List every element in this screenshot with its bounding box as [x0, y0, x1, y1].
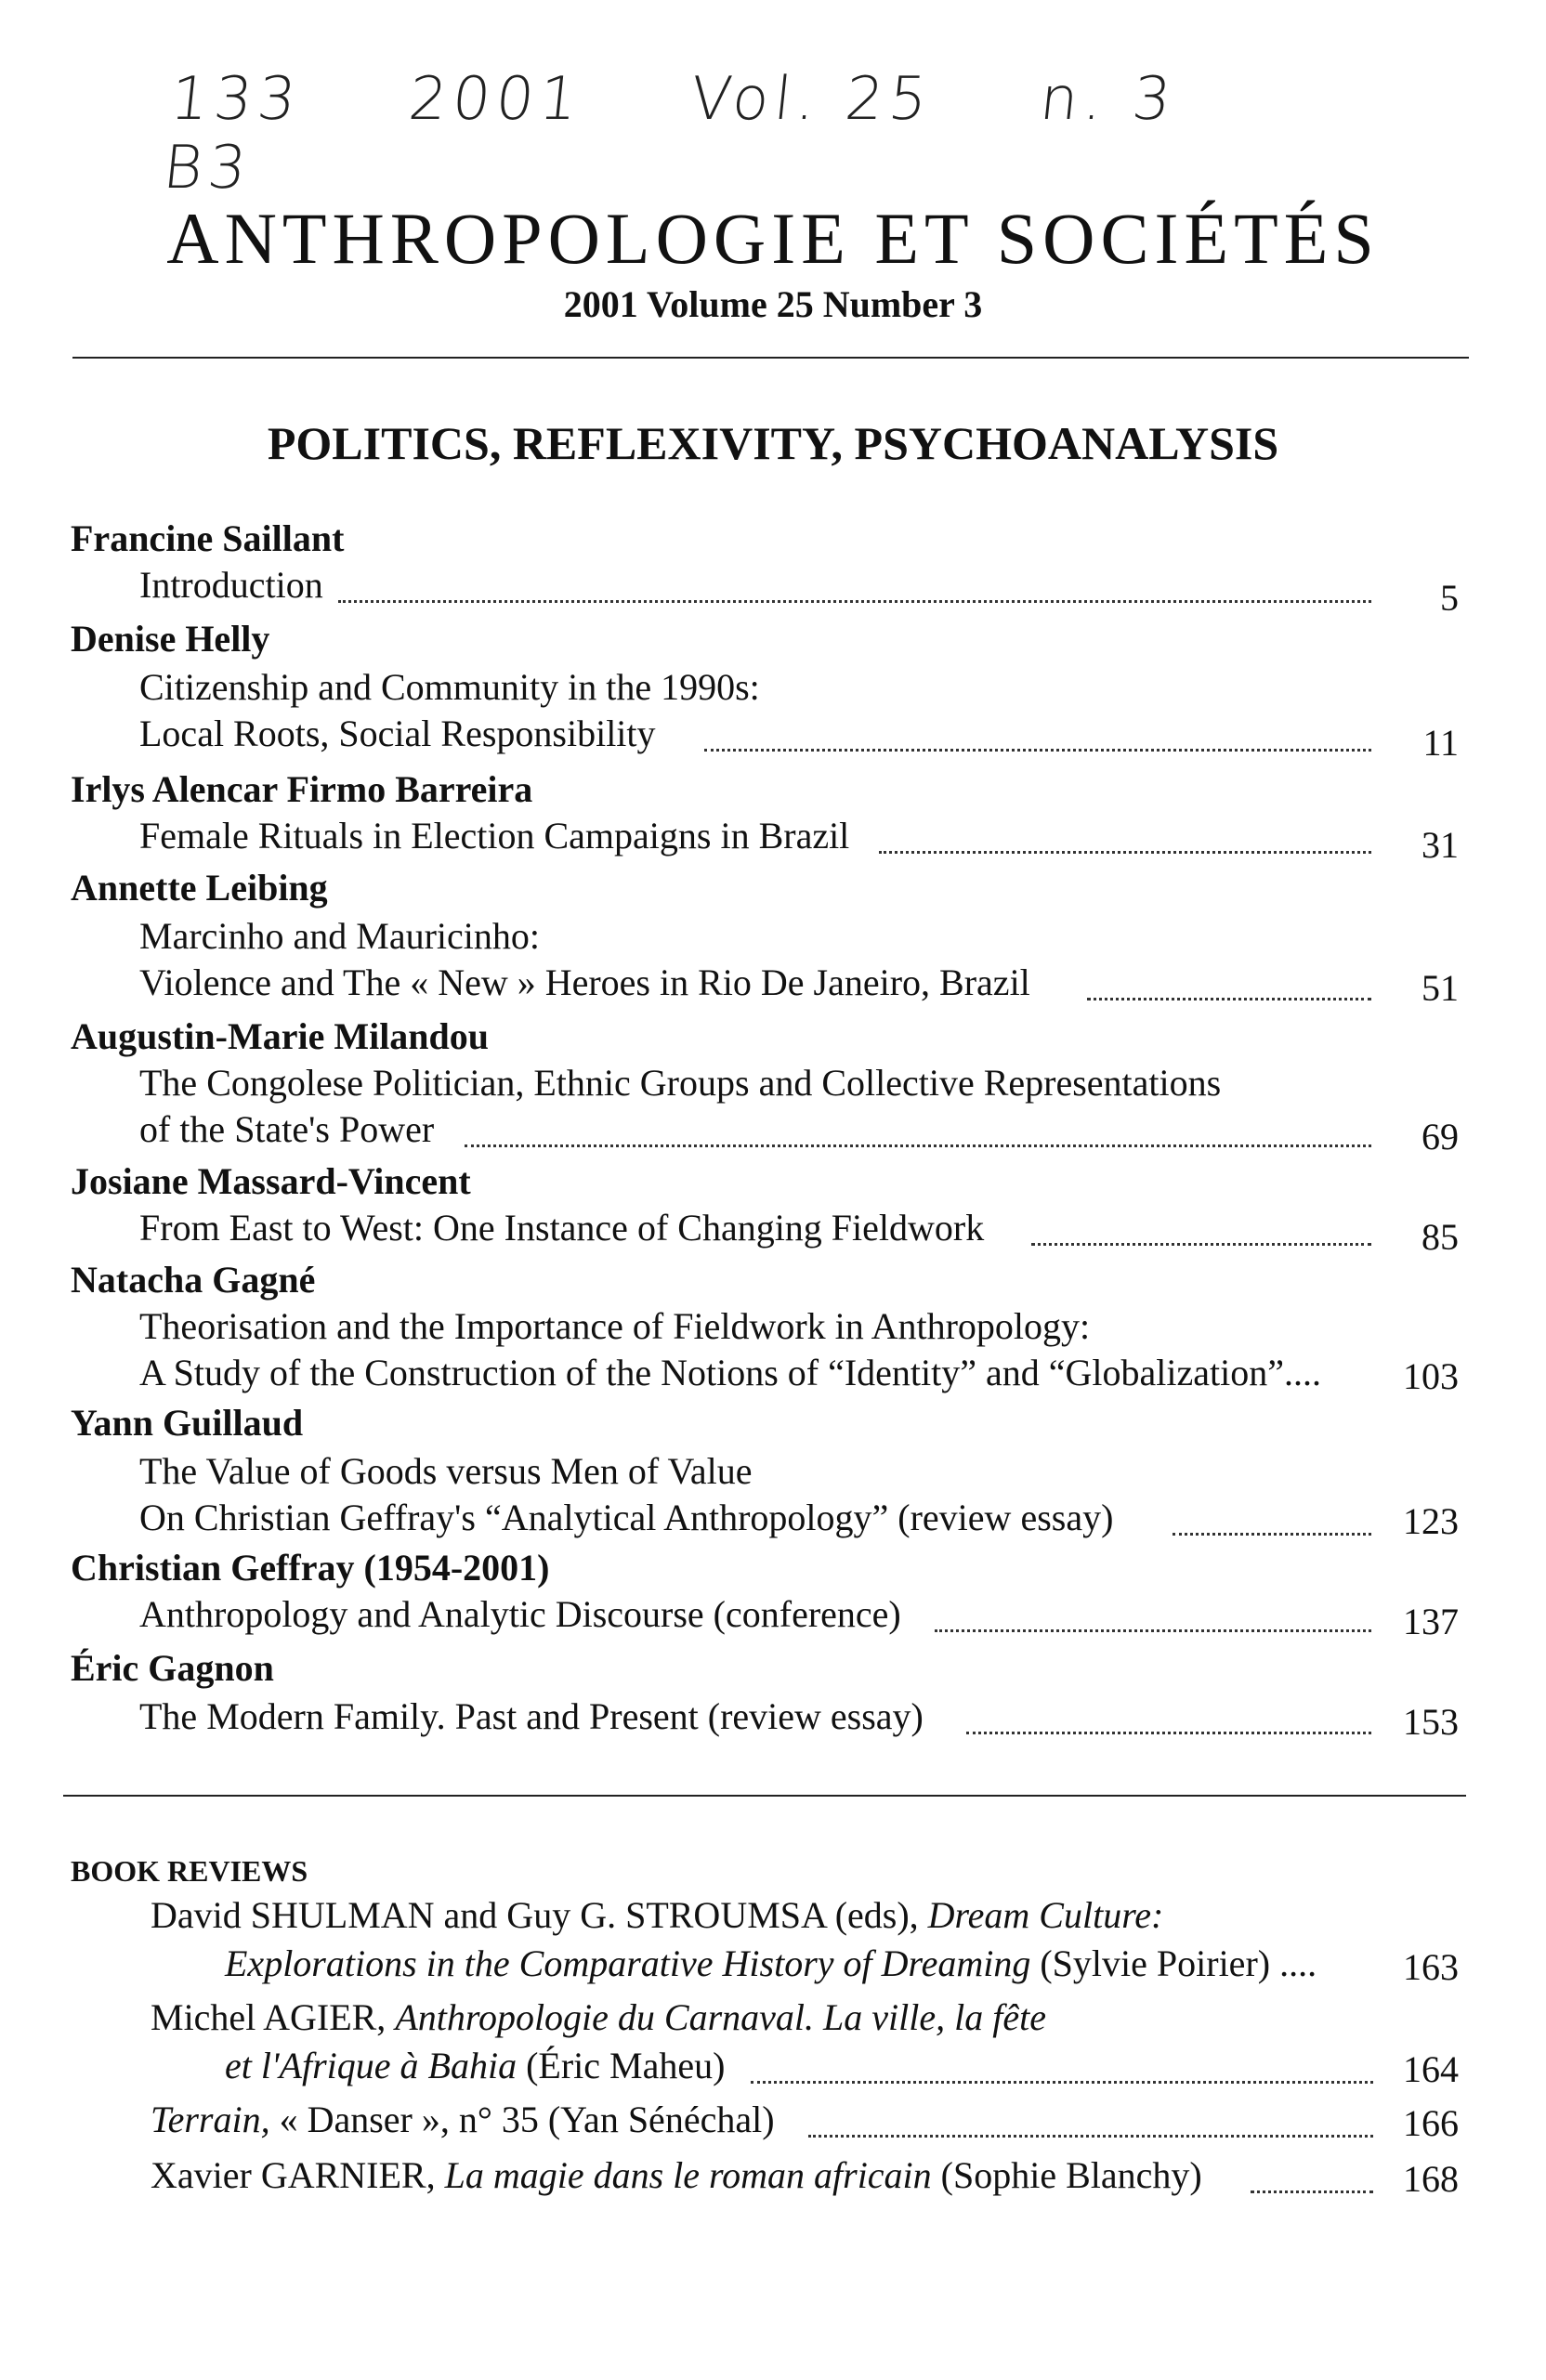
review-italic: La magie dans le roman africain	[444, 2154, 932, 2196]
review-line	[225, 1942, 1317, 1985]
page-number: 31	[1422, 824, 1459, 866]
dot-leader	[751, 2081, 1373, 2084]
dot-leader	[1173, 1533, 1371, 1536]
handnote-part: 2001	[405, 65, 587, 134]
article-title-line: Citizenship and Community in the 1990s:	[139, 666, 760, 708]
review-text: David SHULMAN and Guy G. STROUMSA (eds),	[151, 1894, 928, 1936]
review-italic: Anthropologie du Carnaval. La ville, la fête	[395, 1996, 1046, 2038]
dot-leader	[465, 1144, 1371, 1147]
review-text: Xavier GARNIER,	[151, 2154, 445, 2196]
dot-leader	[704, 749, 1371, 752]
article-title-line: The Value of Goods versus Men of Value	[139, 1450, 753, 1492]
article-author: Josiane Massard-Vincent	[71, 1160, 471, 1202]
handnote-part: n. 3	[1036, 65, 1180, 134]
review-line	[151, 1893, 1163, 1937]
handnote-part: Vol. 25	[687, 65, 937, 134]
issue-theme: POLITICS, REFLEXIVITY, PSYCHOANALYSIS	[267, 417, 1279, 469]
review-italic: et l'Afrique à Bahia	[225, 2045, 518, 2086]
article-author: Yann Guillaud	[71, 1402, 304, 1444]
page-number: 123	[1403, 1500, 1459, 1542]
page-number: 153	[1403, 1701, 1459, 1743]
page-number: 69	[1422, 1116, 1459, 1157]
dot-leader	[1087, 998, 1371, 1000]
article-title-line: of the State's Power	[139, 1108, 435, 1150]
dot-leader	[935, 1629, 1371, 1632]
page-number: 51	[1422, 967, 1459, 1009]
review-line	[151, 2153, 1202, 2197]
article-title-line: Theorisation and the Importance of Fieldwork in Anthropology:	[139, 1305, 1091, 1347]
dot-leader	[1251, 2190, 1373, 2193]
page-number: 164	[1403, 2048, 1459, 2090]
page-number: 85	[1422, 1216, 1459, 1258]
dot-leader	[338, 600, 1371, 603]
article-title-line: Local Roots, Social Responsibility	[139, 713, 656, 754]
review-text: (Éric Maheu)	[517, 2045, 726, 2086]
article-author: Denise Helly	[71, 618, 270, 660]
page-number: 168	[1403, 2158, 1459, 2200]
article-title-line: The Congolese Politician, Ethnic Groups and Collective Representations	[139, 1062, 1222, 1104]
page-number: 5	[1440, 577, 1459, 619]
article-title-line: A Study of the Construction of the Notions of “Identity” and “Globalization”....	[139, 1352, 1321, 1393]
article-author: Annette Leibing	[71, 867, 328, 909]
article-title-line: From East to West: One Instance of Changing Fieldwork	[139, 1207, 985, 1249]
page-number: 11	[1422, 722, 1459, 764]
dot-leader	[879, 851, 1371, 854]
dot-leader	[1031, 1243, 1371, 1246]
article-author: Natacha Gagné	[71, 1259, 316, 1301]
review-text: « Danser », n° 35 (Yan Sénéchal)	[269, 2099, 775, 2140]
page-number: 163	[1403, 1946, 1459, 1988]
article-title-line: Anthropology and Analytic Discourse (conference)	[139, 1593, 901, 1635]
review-line	[151, 1995, 1046, 2039]
divider	[63, 1795, 1466, 1797]
article-title-line: On Christian Geffray's “Analytical Anthropology” (review essay)	[139, 1497, 1114, 1538]
dot-leader	[808, 2135, 1373, 2138]
article-title-line: Marcinho and Mauricinho:	[139, 915, 540, 957]
journal-title: ANTHROPOLOGIE ET SOCIÉTÉS	[166, 198, 1380, 279]
dot-leader	[966, 1732, 1371, 1734]
handnote-part: B3	[160, 134, 255, 203]
review-text: (Sylvie Poirier) ....	[1030, 1942, 1317, 1984]
review-text: (Sophie Blanchy)	[931, 2154, 1202, 2196]
review-italic: Dream Culture:	[927, 1894, 1164, 1936]
page-number: 137	[1403, 1601, 1459, 1642]
article-author: Éric Gagnon	[71, 1647, 274, 1689]
handnote-part: 133	[167, 65, 305, 134]
article-author: Irlys Alencar Firmo Barreira	[71, 768, 533, 810]
article-title-line: The Modern Family. Past and Present (review essay)	[139, 1695, 924, 1737]
article-title-line: Introduction	[139, 564, 323, 606]
article-title-line: Violence and The « New » Heroes in Rio De Janeiro, Brazil	[139, 961, 1030, 1003]
article-author: Francine Saillant	[71, 517, 345, 559]
page-number: 103	[1403, 1355, 1459, 1397]
article-author: Christian Geffray (1954-2001)	[71, 1547, 550, 1589]
review-line	[151, 2098, 775, 2141]
review-italic: Explorations in the Comparative History of Dreaming	[225, 1942, 1031, 1984]
book-reviews-heading: BOOK REVIEWS	[71, 1854, 308, 1888]
review-text: Michel AGIER,	[151, 1996, 396, 2038]
article-title-line: Female Rituals in Election Campaigns in Brazil	[139, 815, 850, 857]
review-line	[225, 2044, 725, 2087]
article-author: Augustin-Marie Milandou	[71, 1015, 490, 1057]
issue-line: 2001 Volume 25 Number 3	[563, 283, 983, 325]
review-italic: Terrain,	[151, 2099, 270, 2140]
page-number: 166	[1403, 2102, 1459, 2144]
